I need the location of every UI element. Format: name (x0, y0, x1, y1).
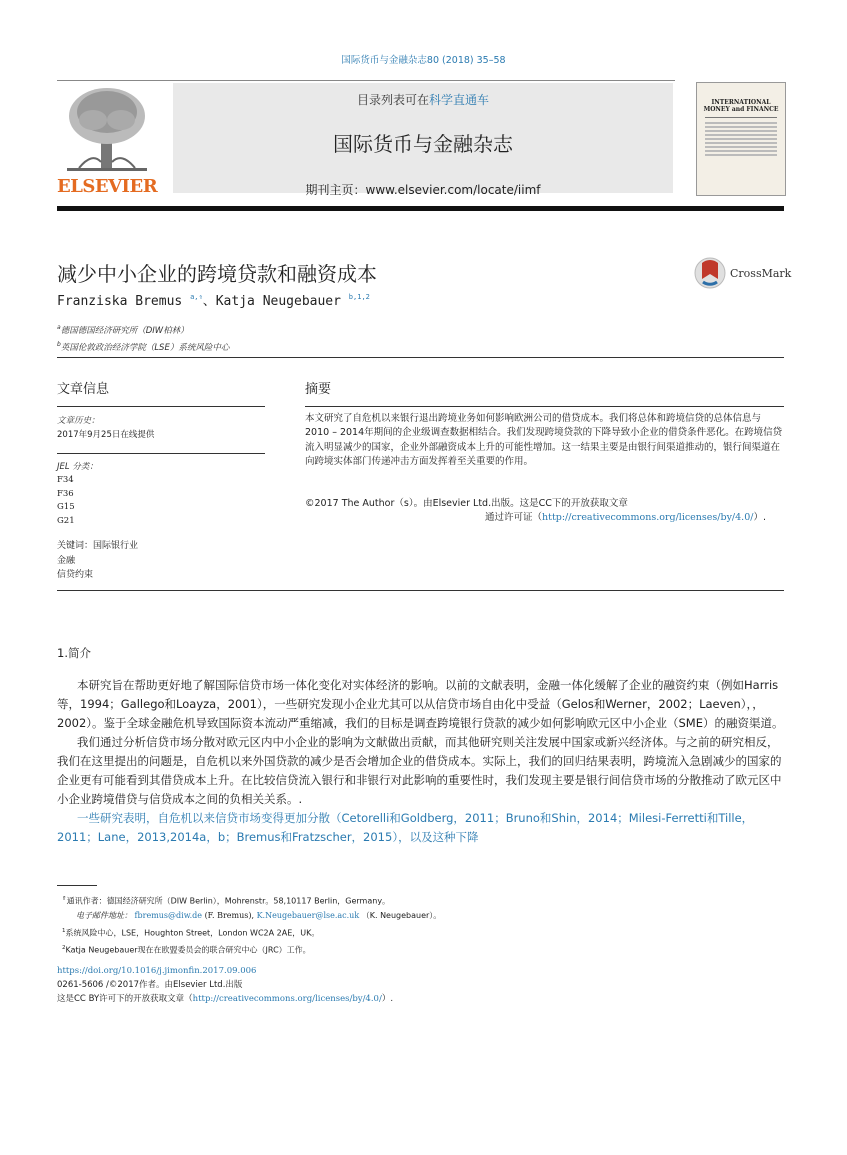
header-top-rule (57, 80, 675, 81)
journal-reference[interactable]: 国际货币与金融杂志80 (2018) 35–58 (341, 55, 506, 66)
author-separator: 、 (202, 294, 216, 309)
abstract-rule (305, 406, 784, 407)
article-info-heading: 文章信息 (57, 382, 110, 397)
abstract-text: 本文研究了自危机以来银行退出跨境业务如何影响欧洲公司的借贷成本。我们将总体和跨境信贷的总体信息与2010 – 2014年期间的企业级调查数据相结合。我们发现跨境贷款的下降导致小企业的借贷条件恶化。在跨境信贷流入明显减少的国家，企业外部融资成本上升的可能性增加。这一结果主要是由银行间渠道推动的，银行间渠道在向跨境实体部门传递冲击方面发挥着至关重要的作用。 (305, 413, 783, 467)
homepage-link[interactable]: www.elsevier.com/locate/iimf (365, 183, 541, 197)
open-access-license-link[interactable]: http://creativecommons.org/licenses/by/4.0/ (192, 994, 382, 1004)
issn-line: 0261-5606 /©2017作者。由Elsevier Ltd.出版 (57, 980, 243, 990)
abstract-copyright: ©2017 The Author（s）。由Elsevier Ltd.出版。这是CC下的开放获取文章 (305, 498, 628, 509)
jel-label: JEL 分类： (57, 462, 98, 472)
homepage-label: 期刊主页： (305, 183, 366, 197)
contents-list-line (173, 91, 673, 108)
elsevier-wordmark: ELSEVIER (57, 176, 158, 197)
journal-title: 国际货币与金融杂志 (333, 132, 513, 156)
cover-title: INTERNATIONAL MONEY and FINANCE (703, 99, 779, 113)
footnotes (62, 892, 441, 958)
history-rule (57, 453, 265, 454)
body-text (57, 676, 785, 847)
abstract-heading: 摘要 (305, 382, 332, 397)
paragraph-citations[interactable]: 一些研究表明，自危机以来信贷市场变得更加分散（Cetorelli和Goldberg，2011；Bruno和Shin，2014；Milesi-Ferretti和Tille，2011；Lane，2013,2014a，b；Bremus和Fratzscher，2015），以及这种下降 (57, 811, 754, 844)
jel-code: F36 (57, 488, 74, 499)
keyword: 金融 (57, 555, 76, 566)
email-link-bremus[interactable]: fbremus@diw.de (134, 911, 203, 921)
tree-icon (57, 82, 157, 177)
abstract-license: 通过许可证（http://creativecommons.org/licenses/by/4.0/）. (485, 512, 766, 523)
footnote-1: $^1$系统风险中心，LSE，Houghton Street，London WC2A 2AE，UK。 (62, 927, 320, 938)
keywords (57, 539, 138, 583)
section-heading-introduction: 1.简介 (57, 646, 91, 660)
keyword: 关键词：国际银行业 (57, 541, 139, 551)
crossmark-badge[interactable] (694, 257, 791, 289)
affiliation-divider (57, 357, 784, 358)
header-divider (57, 206, 784, 211)
paragraph: 我们通过分析信贷市场分散对欧元区内中小企业的影响为文献做出贡献，而其他研究则关注发展中国家或新兴经济体。与之前的研究相反，我们在这里提出的问题是，自危机以来外国贷款的减少是否会增加企业的借贷成本。实际上，我们的回归结果表明，跨境流入急剧减少的国家的企业更有可能看到其借贷成本上升。在比较信贷流入银行和非银行对此影响的重要性时，我们发现主要是银行间信贷市场的分散推动了欧元区中小企业跨境借贷与信贷成本之间的负相关关系。. (57, 735, 782, 806)
affiliations (57, 321, 229, 355)
footnote-email: 电子邮件地址： fbremus@diw.de (F. Bremus), K.Neugebauer@lse.ac.uk （K. Neugebauer）。 (76, 911, 442, 921)
author-line (57, 290, 370, 309)
open-access-line: 这是CC BY许可下的开放获取文章（http://creativecommons.org/licenses/by/4.0/）. (57, 994, 394, 1004)
jel-code: F34 (57, 475, 74, 485)
journal-cover-thumbnail (696, 82, 786, 196)
license-link[interactable]: http://creativecommons.org/licenses/by/4.0/ (542, 512, 754, 523)
affiliation-a: $^a$德国德国经济研究所（DIW柏林） (57, 324, 189, 336)
footnote-rule (57, 885, 97, 886)
author-bremus[interactable]: Franziska Bremus (57, 294, 183, 309)
jel-code: G15 (57, 502, 75, 512)
email-link-neugebauer[interactable]: K.Neugebauer@lse.ac.uk (256, 911, 360, 921)
front-matter-divider (57, 590, 784, 591)
article-title: 减少中小企业的跨境贷款和融资成本 (57, 262, 377, 286)
footnote-corresponding: ⇑通讯作者：德国经济研究所（DIW Berlin），Mohrenstr。58,10117 Berlin，Germany。 (62, 896, 391, 906)
author-neugebauer[interactable]: Katja Neugebauer (215, 294, 341, 309)
doi-link[interactable]: https://doi.org/10.1016/j.jimonfin.2017.09.006 (57, 966, 257, 976)
article-info-rule (57, 406, 265, 407)
author-bremus-marks[interactable]: a,⇑ (190, 293, 203, 301)
doi-block (57, 964, 393, 1006)
affiliation-b: $^b$英国伦敦政治经济学院（LSE）系统风险中心 (57, 340, 230, 353)
crossmark-label: CrossMark (730, 266, 792, 280)
journal-homepage-line (173, 181, 673, 198)
keyword: 信贷约束 (57, 570, 94, 580)
history-label: 文章历史： (57, 416, 100, 426)
contents-prefix: 目录列表可在 (356, 93, 429, 107)
jel-codes (57, 474, 75, 528)
crossmark-icon (694, 257, 726, 289)
footnote-2: $^2$Katja Neugebauer现在在欧盟委员会的联合研究中心（JRC）工作。 (62, 944, 311, 955)
paragraph: 本研究旨在帮助更好地了解国际信贷市场一体化变化对实体经济的影响。以前的文献表明，金融一体化缓解了企业的融资约束（例如Harris等，1994；Gallego和Loayza，2001），一些研究发现小企业尤其可以从信贷市场自由化中受益（Gelos和Werner，2002；Laeven），，2002）。鉴于全球金融危机导致国际资本流动严重缩减，我们的目标是调查跨境银行贷款的减少如何影响欧元区中小企业（SME）的融资渠道。 (57, 678, 784, 730)
sciencedirect-link[interactable]: 科学直通车 (429, 93, 490, 107)
history-value: 2017年9月25日在线提供 (57, 430, 155, 440)
author-neugebauer-marks[interactable]: b,1,2 (348, 293, 370, 301)
jel-code: G21 (57, 515, 75, 526)
